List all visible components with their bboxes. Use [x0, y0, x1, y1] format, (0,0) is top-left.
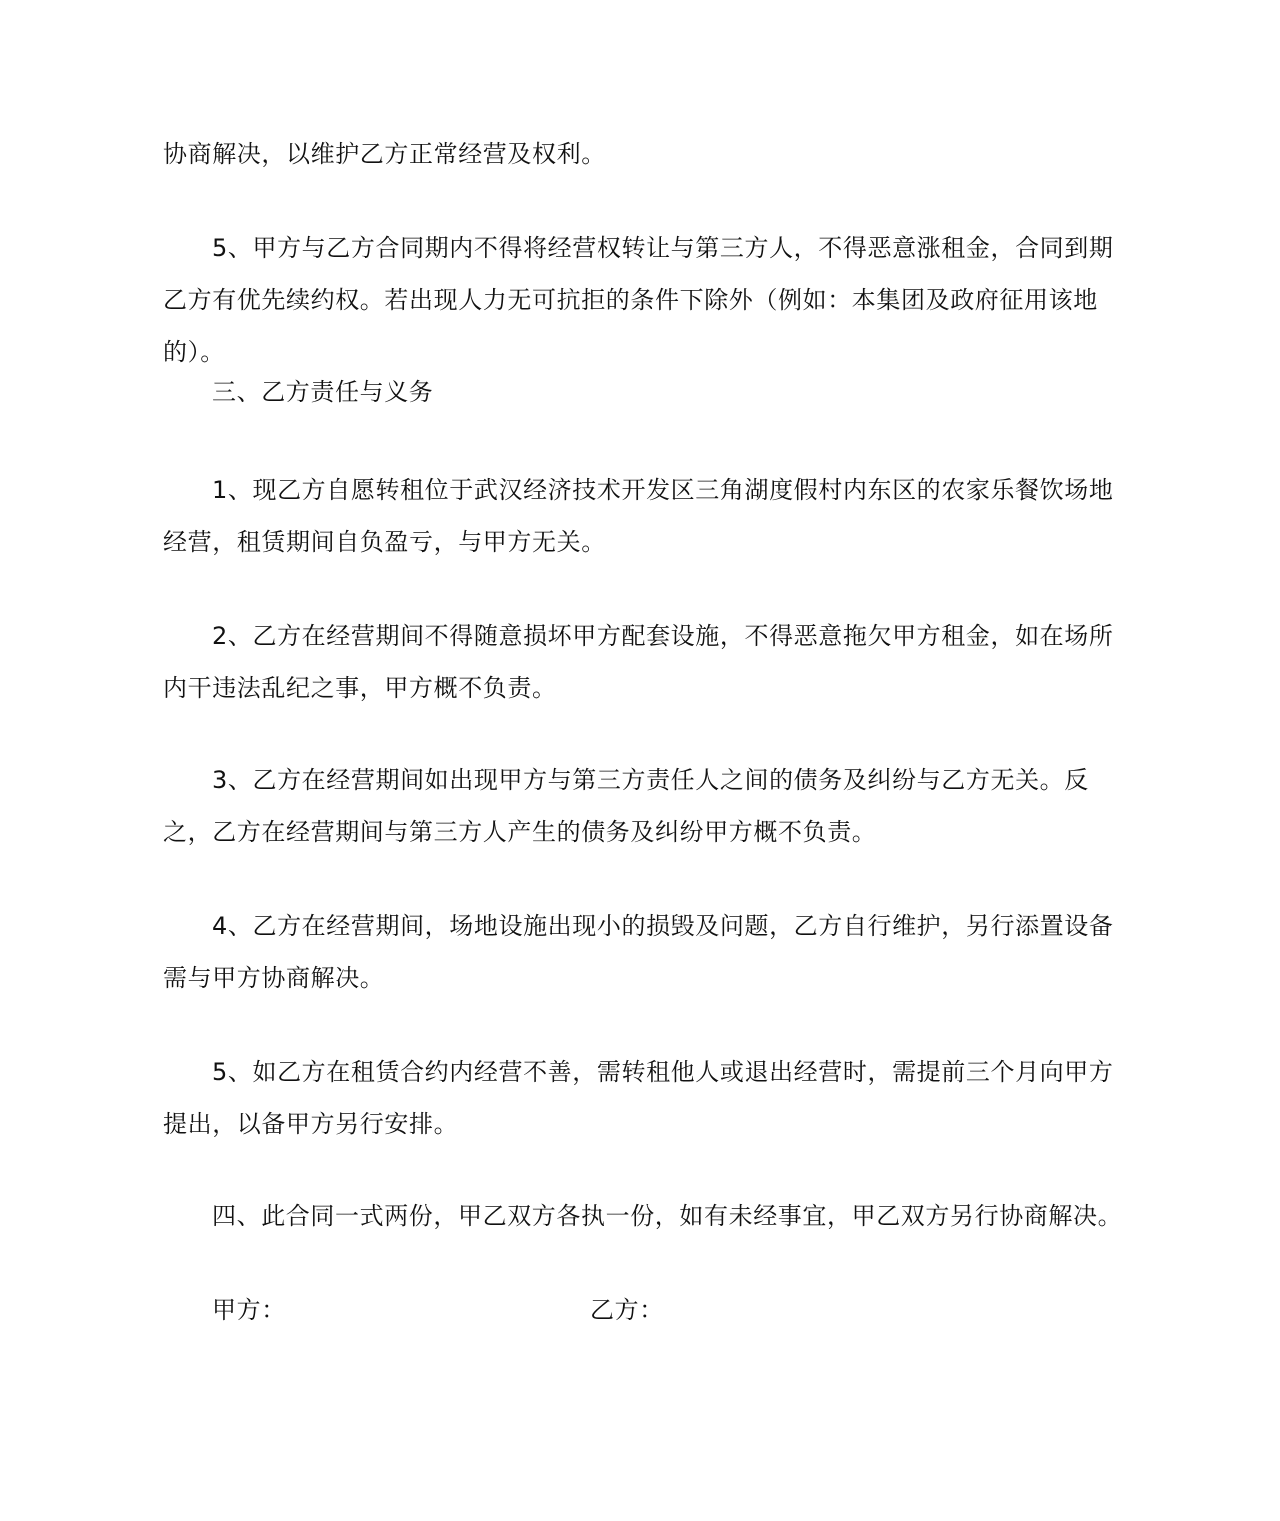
paragraph-continuation: 协商解决，以维护乙方正常经营及权利。: [163, 140, 606, 168]
paragraph-clause-3-1: 1、现乙方自愿转租位于武汉经济技术开发区三角湖度假村内东区的农家乐餐饮场地经营，租赁期间自负盈亏，与甲方无关。: [163, 476, 1114, 556]
paragraph-clause-3-5: 5、如乙方在租赁合约内经营不善，需转租他人或退出经营时，需提前三个月向甲方提出，以备甲方另行安排。: [163, 1058, 1114, 1138]
party-b-signature-label: 乙方：: [590, 1296, 664, 1324]
section-heading-4: 四、此合同一式两份，甲乙双方各执一份，如有未经事宜，甲乙双方另行协商解决。: [212, 1202, 1123, 1230]
section-heading-3: 三、乙方责任与义务: [212, 378, 434, 406]
paragraph-clause-2-5: 5、甲方与乙方合同期内不得将经营权转让与第三方人，不得恶意涨租金，合同到期乙方有优先续约权。若出现人力无可抗拒的条件下除外（例如：本集团及政府征用该地的）。: [163, 234, 1114, 366]
paragraph-clause-3-3: 3、乙方在经营期间如出现甲方与第三方责任人之间的债务及纠纷与乙方无关。反之，乙方在经营期间与第三方人产生的债务及纠纷甲方概不负责。: [163, 766, 1089, 846]
paragraph-clause-3-2: 2、乙方在经营期间不得随意损坏甲方配套设施，不得恶意拖欠甲方租金，如在场所内干违法乱纪之事，甲方概不负责。: [163, 622, 1114, 702]
paragraph-clause-3-4: 4、乙方在经营期间，场地设施出现小的损毁及问题，乙方自行维护，另行添置设备需与甲方协商解决。: [163, 912, 1114, 992]
party-a-signature-label: 甲方：: [212, 1296, 286, 1324]
